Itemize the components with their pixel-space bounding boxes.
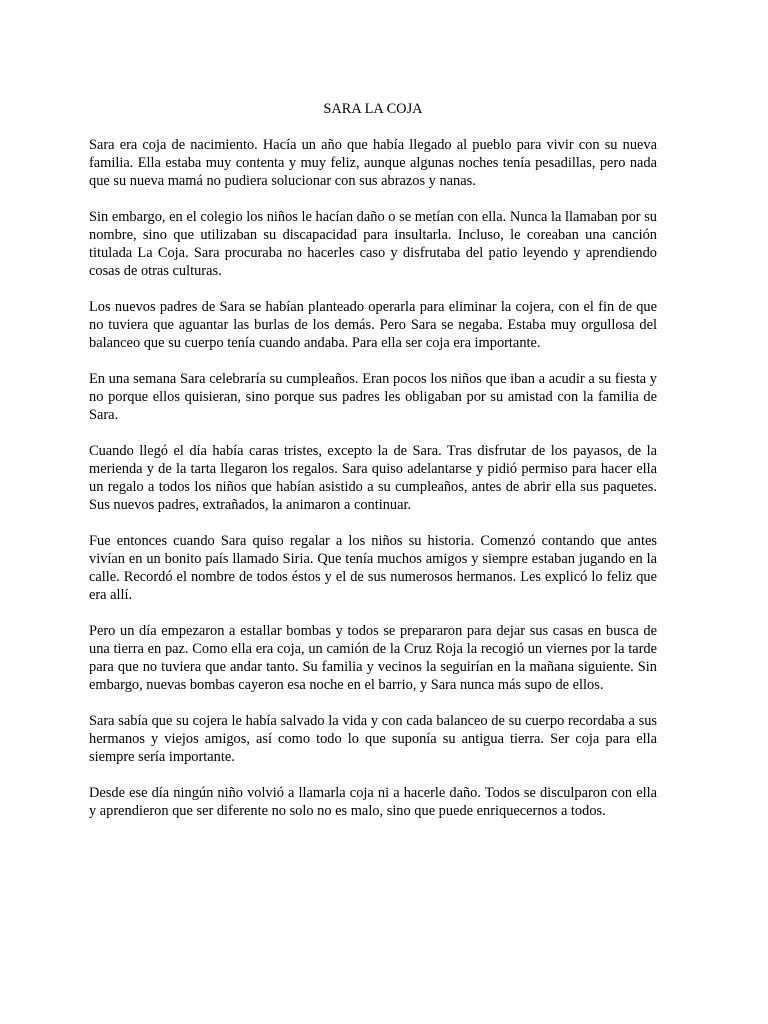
paragraph-9: Desde ese día ningún niño volvió a llamarla coja ni a hacerle daño. Todos se disculparon con ella y aprendieron que ser diferente no solo no es malo, sino que puede enriquecernos a todos. [89, 785, 657, 819]
paragraph-6: Fue entonces cuando Sara quiso regalar a los niños su historia. Comenzó contando que antes vivían en un bonito país llamado Siria. Que tenía muchos amigos y siempre estaban jugando en la calle. Recordó el nombre de todos éstos y el de sus numerosos hermanos. Les explicó lo feliz que era allí. [89, 533, 657, 603]
paragraph-2: Sin embargo, en el colegio los niños le hacían daño o se metían con ella. Nunca la llamaban por su nombre, sino que utilizaban su discapacidad para insultarla. Incluso, le coreaban una canción titulada La Coja. Sara procuraba no hacerles caso y disfrutaba del patio leyendo y aprendiendo cosas de otras culturas. [89, 209, 657, 279]
paragraph-3: Los nuevos padres de Sara se habían planteado operarla para eliminar la cojera, con el fin de que no tuviera que aguantar las burlas de los demás. Pero Sara se negaba. Estaba muy orgullosa del balanceo que su cuerpo tenía cuando andaba. Para ella ser coja era importante. [89, 299, 657, 351]
paragraph-4: En una semana Sara celebraría su cumpleaños. Eran pocos los niños que iban a acudir a su fiesta y no porque ellos quisieran, sino porque sus padres les obligaban por su amistad con la familia de Sara. [89, 371, 657, 423]
paragraph-1: Sara era coja de nacimiento. Hacía un año que había llegado al pueblo para vivir con su nueva familia. Ella estaba muy contenta y muy feliz, aunque algunas noches tenía pesadillas, pero nada que su nueva mamá no pudiera solucionar con sus abrazos y nanas. [89, 137, 657, 189]
paragraph-7: Pero un día empezaron a estallar bombas y todos se prepararon para dejar sus casas en busca de una tierra en paz. Como ella era coja, un camión de la Cruz Roja la recogió un viernes por la tarde para que no tuviera que andar tanto. Su familia y vecinos la seguirían en la mañana siguiente. Sin embargo, nuevas bombas cayeron esa noche en el barrio, y Sara nunca más supo de ellos. [89, 623, 657, 693]
document-page [89, 100, 657, 820]
paragraph-5: Cuando llegó el día había caras tristes, excepto la de Sara. Tras disfrutar de los payasos, de la merienda y de la tarta llegaron los regalos. Sara quiso adelantarse y pidió permiso para hacer ella un regalo a todos los niños que habían asistido a su cumpleaños, antes de abrir ella sus paquetes. Sus nuevos padres, extrañados, la animaron a continuar. [89, 443, 657, 513]
paragraph-8: Sara sabía que su cojera le había salvado la vida y con cada balanceo de su cuerpo recordaba a sus hermanos y viejos amigos, así como todo lo que suponía su antigua tierra. Ser coja para ella siempre sería importante. [89, 713, 657, 765]
document-title: SARA LA COJA [323, 101, 423, 117]
